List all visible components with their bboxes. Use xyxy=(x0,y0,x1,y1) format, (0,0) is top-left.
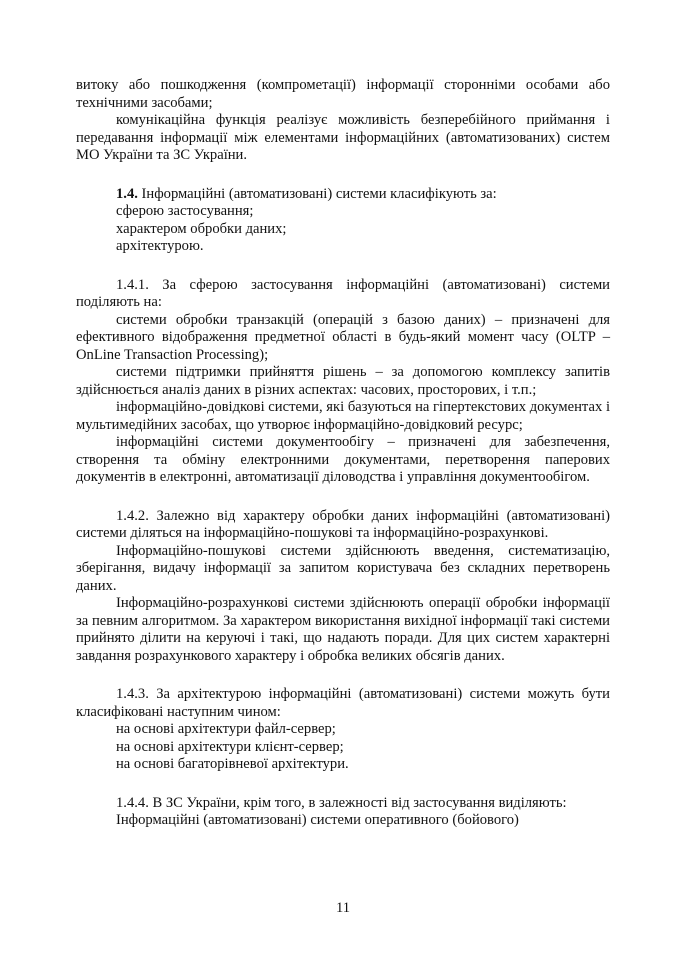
section-1-4-1: 1.4.1. За сферою застосування інформаційні (автоматизовані) системи поділяють на: xyxy=(76,276,610,310)
list-item: інформаційні системи документообігу – призначені для забезпечення, створення та обміну електронними документами, перетворення паперових документів в електронні, автоматизації діловодства і управління документообігом. xyxy=(76,434,610,485)
list-item: системи обробки транзакцій (операцій з базою даних) – призначені для ефективного відображення предметної області в будь-який момент часу (OLTP – OnLine Transaction Processing); xyxy=(76,311,610,363)
paragraph-search-systems: Інформаційно-пошукові системи здійснюють введення, систематизацію, зберігання, видачу інформації за запитом користувача без складних перетворень даних. xyxy=(76,542,610,594)
section-1-4-2: 1.4.2. Залежно від характеру обробки даних інформаційні (автоматизовані) системи діляться на інформаційно-пошукові та інформаційно-розрахункові. xyxy=(76,507,610,541)
page-content xyxy=(76,77,610,830)
page-number: 11 xyxy=(335,900,351,916)
list-item: інформаційно-довідкові системи, які базуються на гіпертекстових документах і мультимедійних засобах, що утворює інформаційно-довідковий ресурс; xyxy=(76,399,610,433)
list-item: системи підтримки прийняття рішень – за допомогою комплексу запитів здійснюється аналіз даних в різних аспектах: часових, просторових, і т.п.; xyxy=(76,364,610,398)
paragraph-communication-function: комунікаційна функція реалізує можливість безперебійного приймання і передавання інформації між елементами інформаційних (автоматизованих) систем МО України та ЗС України. xyxy=(76,112,610,163)
paragraph-operational-systems: Інформаційні (автоматизовані) системи оперативного (бойового) xyxy=(116,812,519,828)
paragraph-calculation-systems: Інформаційно-розрахункові системи здійснюють операції обробки інформації за певним алгоритмом. За характером використання вихідної інформації такі системи прийнято ділити на керуючі і такі, що надають поради. Для цих систем характерні завдання розрахункового характеру і обробка великих обсягів даних. xyxy=(76,595,610,664)
list-item: на основі багаторівневої архітектури. xyxy=(116,756,349,772)
list-item: архітектурою. xyxy=(116,238,204,254)
section-1-4-3: 1.4.3. За архітектурою інформаційні (автоматизовані) системи можуть бути класифіковані наступним чином: xyxy=(76,686,610,720)
list-item: на основі архітектури файл-сервер; xyxy=(116,721,336,737)
paragraph-continuation: витоку або пошкодження (компрометації) інформації сторонніми особами або технічними засобами; xyxy=(76,77,610,111)
section-1-4-4: 1.4.4. В ЗС України, крім того, в залежності від застосування виділяють: xyxy=(116,794,567,811)
section-1-4-heading xyxy=(76,186,610,204)
list-item: характером обробки даних; xyxy=(116,220,287,237)
list-item: сферою застосування; xyxy=(116,203,254,219)
list-item: на основі архітектури клієнт-сервер; xyxy=(116,738,344,755)
section-heading-text: Інформаційні (автоматизовані) системи класифікують за: xyxy=(137,185,497,202)
section-number: 1.4. xyxy=(116,185,138,202)
